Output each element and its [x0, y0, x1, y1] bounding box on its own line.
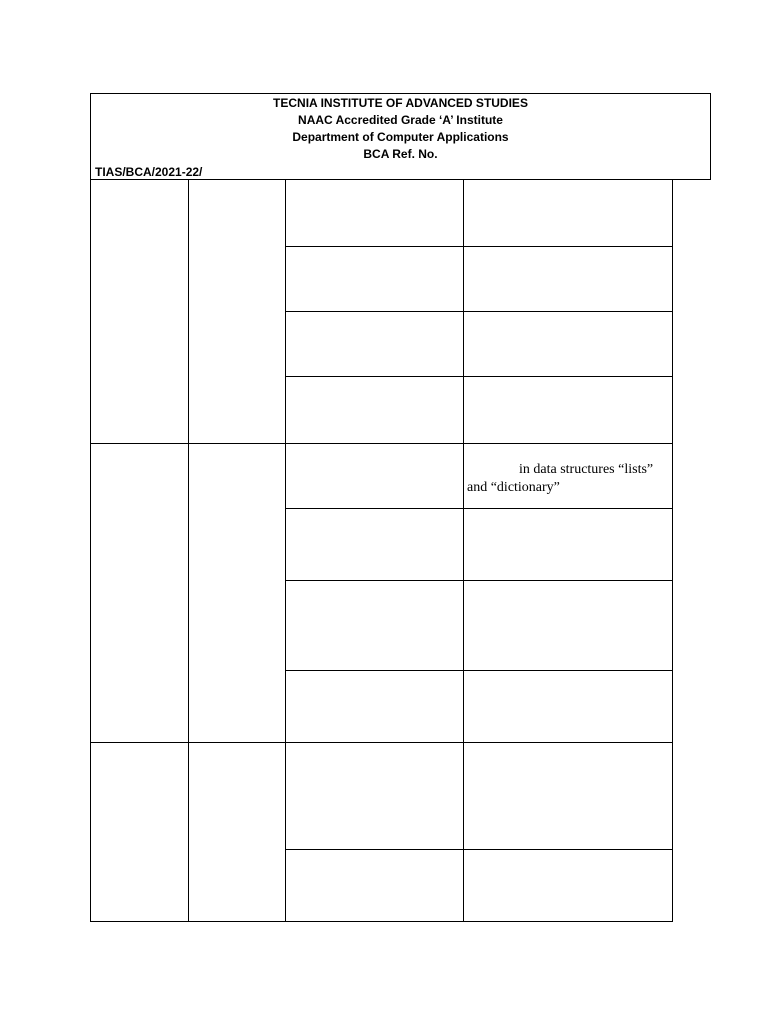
ref-number: TIAS/BCA/2021-22/: [95, 165, 203, 179]
document-header: [90, 93, 711, 180]
table-subrow-divider: [285, 246, 673, 247]
table-subrow-divider: [285, 580, 673, 581]
table-row-divider: [90, 443, 673, 444]
table-subrow-divider: [285, 670, 673, 671]
table-column-divider: [188, 180, 189, 922]
table-border-bottom: [90, 921, 673, 922]
table-subrow-divider: [285, 376, 673, 377]
table-border-right: [672, 180, 673, 922]
ref-label: BCA Ref. No.: [363, 147, 438, 161]
institute-name: TECNIA INSTITUTE OF ADVANCED STUDIES: [273, 96, 528, 110]
table-row-divider: [90, 742, 673, 743]
table-border-left: [90, 180, 91, 922]
department-name: Department of Computer Applications: [292, 130, 509, 144]
accreditation-line: NAAC Accredited Grade ‘A’ Institute: [298, 113, 503, 127]
table-subrow-divider: [285, 508, 673, 509]
cell-note-line-2: and “dictionary”: [467, 480, 560, 495]
table-subrow-divider: [285, 849, 673, 850]
table-column-divider: [285, 180, 286, 922]
cell-note-line-1: in data structures “lists”: [519, 462, 654, 477]
table-cell-note: [467, 461, 667, 497]
table-column-divider: [463, 180, 464, 922]
table-subrow-divider: [285, 311, 673, 312]
